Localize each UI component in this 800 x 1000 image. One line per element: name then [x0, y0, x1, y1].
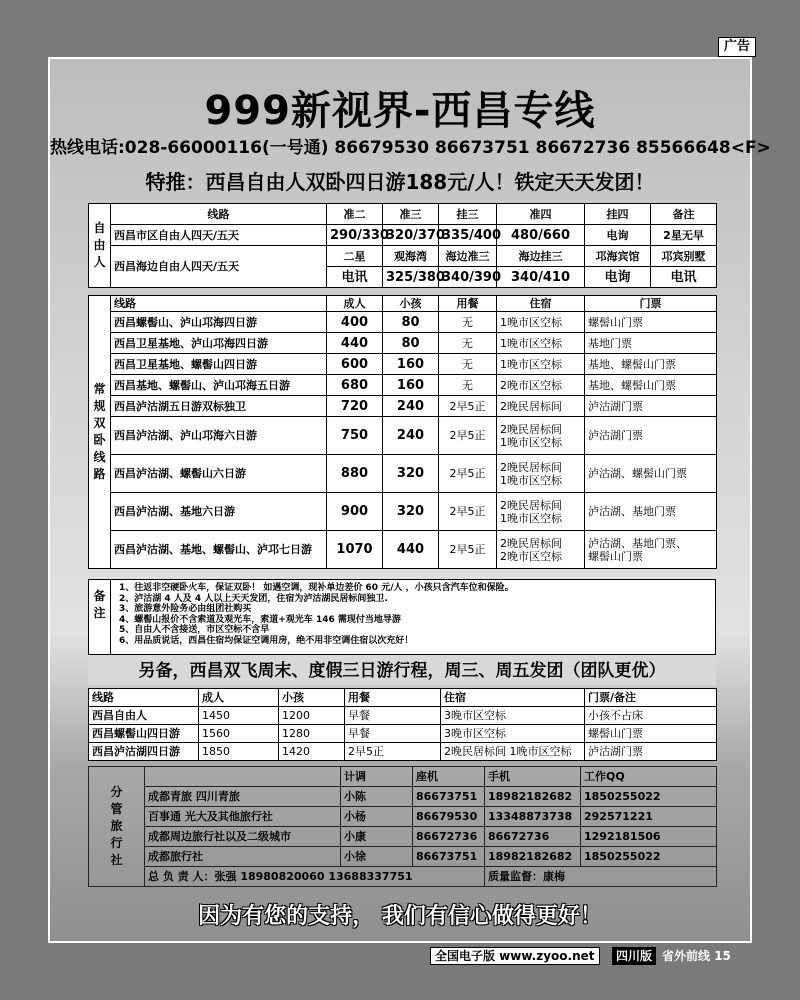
ticket: 基地、螺髻山门票: [585, 375, 717, 396]
ticket: 泸沽湖、螺髻山门票: [585, 455, 717, 493]
route-name: 西昌卫星基地、泸山邛海四日游: [111, 333, 327, 354]
adult-price: 880: [327, 455, 383, 493]
table-cell: 成都周边旅行社以及二级城市: [145, 827, 341, 847]
col-header: 成人: [327, 296, 383, 312]
col-header: 工作QQ: [581, 767, 717, 787]
free-side-label: 自由人: [89, 204, 111, 288]
note-item: 5、自由人不含接送，市区空标不含早: [119, 625, 270, 635]
table-cell: 86672736: [413, 827, 485, 847]
alt-title: 另备，西昌双飞周末、度假三日游行程，周三、周五发团（团队更优）: [88, 657, 716, 685]
table-cell: 早餐: [345, 725, 441, 743]
footer-page: [662, 948, 731, 964]
table-cell: 螺髻山门票: [585, 725, 717, 743]
child-price: 240: [383, 396, 439, 417]
table-cell: 1850255022: [581, 787, 717, 807]
table-cell: 86673751: [413, 847, 485, 867]
ticket: 泸沽湖、基地门票、 螺髻山门票: [585, 531, 717, 569]
table-cell: 西昌泸沽湖四日游: [89, 743, 199, 761]
table-cell: 小陈: [341, 787, 413, 807]
col-header: 线路: [89, 689, 199, 707]
note: 2星无早: [651, 225, 717, 246]
table-row: [89, 807, 717, 827]
footer-section: 省外前线: [662, 949, 711, 963]
table-row: [89, 743, 717, 761]
manager: 总 负 责 人：张强 18980820060 13688337751: [145, 867, 485, 887]
col-header: 座机: [413, 767, 485, 787]
table-cell: 1850255022: [581, 847, 717, 867]
ad-title: 999新视界-西昌专线: [204, 88, 596, 134]
route-name: 西昌市区自由人四天/五天: [111, 225, 327, 246]
footer-edition: 四川版: [612, 947, 656, 965]
slogan: 因为有您的支持， 我们有信心做得更好！: [198, 904, 602, 929]
notes-box: [88, 579, 716, 655]
adult-price: 1070: [327, 531, 383, 569]
table-cell: 小徐: [341, 847, 413, 867]
child-price: 320: [383, 455, 439, 493]
meal: 2早5正: [439, 417, 497, 455]
ticket: 基地、螺髻山门票: [585, 354, 717, 375]
adult-price: 720: [327, 396, 383, 417]
adult-price: 600: [327, 354, 383, 375]
meal: 2早5正: [439, 455, 497, 493]
hotel-type: 观海湾: [383, 246, 439, 267]
note-item: 1、往返非空硬卧火车，保证双卧！ 如遇空调，现补单边差价 60 元/人 ，小孩只含汽车位和保险。: [119, 583, 514, 593]
regular-side-label: 常规双卧线路: [89, 296, 111, 569]
table-row: [89, 725, 717, 743]
col-header: 线路: [111, 296, 327, 312]
stay: 2晚民居标间 1晚市区空标: [497, 417, 585, 455]
col-header: 线路: [111, 204, 327, 225]
hotline: 热线电话:028-66000116(一号通) 86679530 86673751 86672736 85566648<F>: [50, 138, 771, 158]
table-row: [89, 396, 717, 417]
table-cell: 小康: [341, 827, 413, 847]
notes-list: [119, 583, 514, 646]
meal: 无: [439, 333, 497, 354]
child-price: 320: [383, 493, 439, 531]
table-cell: 3晚市区空标: [441, 725, 585, 743]
table-cell: 1450: [199, 707, 279, 725]
table-cell: 1200: [279, 707, 345, 725]
table-cell: 小孩不占床: [585, 707, 717, 725]
table-cell: 86672736: [485, 827, 581, 847]
child-price: 240: [383, 417, 439, 455]
table-cell: 成都旅行社: [145, 847, 341, 867]
table-cell: 86673751: [413, 787, 485, 807]
adult-price: 680: [327, 375, 383, 396]
ticket: 泸沽湖门票: [585, 417, 717, 455]
col-header: 挂四: [585, 204, 651, 225]
table-row: [89, 333, 717, 354]
col-header: 成人: [199, 689, 279, 707]
price: 325/380: [383, 267, 439, 288]
table-row: [89, 847, 717, 867]
table-row: [89, 787, 717, 807]
meal: 2早5正: [439, 396, 497, 417]
adult-price: 750: [327, 417, 383, 455]
route-name: 西昌海边自由人四天/五天: [111, 246, 327, 288]
meal: 无: [439, 312, 497, 333]
adult-price: 440: [327, 333, 383, 354]
col-header: 备注: [651, 204, 717, 225]
table-row: [89, 493, 717, 531]
stay: 2晚民居标间 1晚市区空标: [497, 455, 585, 493]
price: 电询: [585, 267, 651, 288]
table-cell: 小杨: [341, 807, 413, 827]
table-cell: 早餐: [345, 707, 441, 725]
route-name: 西昌泸沽湖、基地六日游: [111, 493, 327, 531]
price: 电讯: [327, 267, 383, 288]
stay: 2晚民居标间: [497, 396, 585, 417]
table-cell: 292571221: [581, 807, 717, 827]
price: 320/370: [383, 225, 439, 246]
stay: 1晚市区空标: [497, 333, 585, 354]
promo-line: 特推：西昌自由人双卧四日游188元/人！铁定天天发团！: [145, 170, 655, 194]
table-row: [89, 354, 717, 375]
hotel-type: 海边挂三: [497, 246, 585, 267]
ticket: 泸沽湖门票: [585, 396, 717, 417]
table-row: [89, 827, 717, 847]
price: 电询: [585, 225, 651, 246]
price: 340/390: [439, 267, 497, 288]
col-header: 住宿: [441, 689, 585, 707]
table-cell: 1850: [199, 743, 279, 761]
price: 480/660: [497, 225, 585, 246]
table-row: [89, 417, 717, 455]
table-cell: 西昌螺髻山四日游: [89, 725, 199, 743]
route-name: 西昌螺髻山、泸山邛海四日游: [111, 312, 327, 333]
table-cell: 成都青旅 四川青旅: [145, 787, 341, 807]
stay: 2晚市区空标: [497, 375, 585, 396]
col-header: 准二: [327, 204, 383, 225]
ad-tag: 广告: [718, 37, 756, 57]
table-cell: 西昌自由人: [89, 707, 199, 725]
child-price: 440: [383, 531, 439, 569]
table-row: [89, 312, 717, 333]
adult-price: 400: [327, 312, 383, 333]
table-cell: 2早5正: [345, 743, 441, 761]
ad-frame: [48, 57, 771, 943]
route-name: 西昌泸沽湖、泸山邛海六日游: [111, 417, 327, 455]
footer-site[interactable]: 全国电子版 www.zyoo.net: [430, 947, 600, 965]
meal: 无: [439, 354, 497, 375]
col-header: 小孩: [383, 296, 439, 312]
table-row: [89, 707, 717, 725]
regular-routes-table: [88, 295, 717, 569]
col-header: 小孩: [279, 689, 345, 707]
child-price: 80: [383, 312, 439, 333]
col-header: 用餐: [345, 689, 441, 707]
child-price: 160: [383, 354, 439, 375]
table-cell: 18982182682: [485, 847, 581, 867]
price: 290/330: [327, 225, 383, 246]
blank-header: [145, 767, 341, 787]
table-cell: 百事通 光大及其他旅行社: [145, 807, 341, 827]
flight-tours-table: [88, 688, 717, 761]
ticket: 螺髻山门票: [585, 312, 717, 333]
table-cell: 3晚市区空标: [441, 707, 585, 725]
route-name: 西昌泸沽湖、基地、螺髻山、泸邛七日游: [111, 531, 327, 569]
stay: 2晚民居标间 1晚市区空标: [497, 493, 585, 531]
meal: 无: [439, 375, 497, 396]
ticket: 基地门票: [585, 333, 717, 354]
col-header: 挂三: [439, 204, 497, 225]
notes-side-label: 备注: [89, 580, 111, 654]
note-item: 4、螺髻山报价不含索道及观光车，索道+观光车 146 需现付当地导游: [119, 614, 401, 625]
col-header: 准三: [383, 204, 439, 225]
table-cell: 18982182682: [485, 787, 581, 807]
col-header: 用餐: [439, 296, 497, 312]
child-price: 80: [383, 333, 439, 354]
stay: 1晚市区空标: [497, 354, 585, 375]
price: 电讯: [651, 267, 717, 288]
note-item: 3、旅游意外险务必由组团社购买: [119, 604, 252, 614]
meal: 2早5正: [439, 531, 497, 569]
price: 335/400: [439, 225, 497, 246]
price: 340/410: [497, 267, 585, 288]
table-row: [89, 455, 717, 493]
table-row: [89, 531, 717, 569]
adult-price: 900: [327, 493, 383, 531]
agencies-table: [88, 766, 717, 887]
table-cell: 13348873738: [485, 807, 581, 827]
col-header: 计调: [341, 767, 413, 787]
col-header: 住宿: [497, 296, 585, 312]
table-cell: 1560: [199, 725, 279, 743]
page-number: 15: [714, 949, 731, 963]
child-price: 160: [383, 375, 439, 396]
hotel-type: 邛海宾馆: [585, 246, 651, 267]
table-row: [89, 375, 717, 396]
meal: 2早5正: [439, 493, 497, 531]
table-row: [89, 867, 717, 887]
note-item: 2、泸沽湖 4 人及 4 人以上天天发团，住宿为泸沽湖民居标间独卫.: [119, 593, 388, 604]
route-name: 西昌基地、螺髻山、泸山邛海五日游: [111, 375, 327, 396]
col-header: 手机: [485, 767, 581, 787]
route-name: 西昌泸沽湖、螺髻山六日游: [111, 455, 327, 493]
free-travel-table: [88, 203, 717, 288]
col-header: 门票/备注: [585, 689, 717, 707]
table-cell: 1280: [279, 725, 345, 743]
hotel-type: 二星: [327, 246, 383, 267]
hotel-type: 邛宾别墅: [651, 246, 717, 267]
agencies-side-label: 分管旅行社: [89, 767, 145, 887]
table-cell: 泸沽湖门票: [585, 743, 717, 761]
table-cell: 2晚民居标间 1晚市区空标: [441, 743, 585, 761]
note-item: 6、用品质说话，西昌住宿均保证空调用房，绝不用非空调住宿以次充好！: [119, 635, 414, 646]
stay: 1晚市区空标: [497, 312, 585, 333]
stay: 2晚民居标间 2晚市区空标: [497, 531, 585, 569]
col-header: 准四: [497, 204, 585, 225]
col-header: 门票: [585, 296, 717, 312]
table-cell: 1292181506: [581, 827, 717, 847]
route-name: 西昌卫星基地、螺髻山四日游: [111, 354, 327, 375]
hotel-type: 海边准三: [439, 246, 497, 267]
route-name: 西昌泸沽湖五日游双标独卫: [111, 396, 327, 417]
ticket: 泸沽湖、基地门票: [585, 493, 717, 531]
table-cell: 86679530: [413, 807, 485, 827]
table-cell: 1420: [279, 743, 345, 761]
quality-supervisor: 质量监督：康梅: [485, 867, 717, 887]
